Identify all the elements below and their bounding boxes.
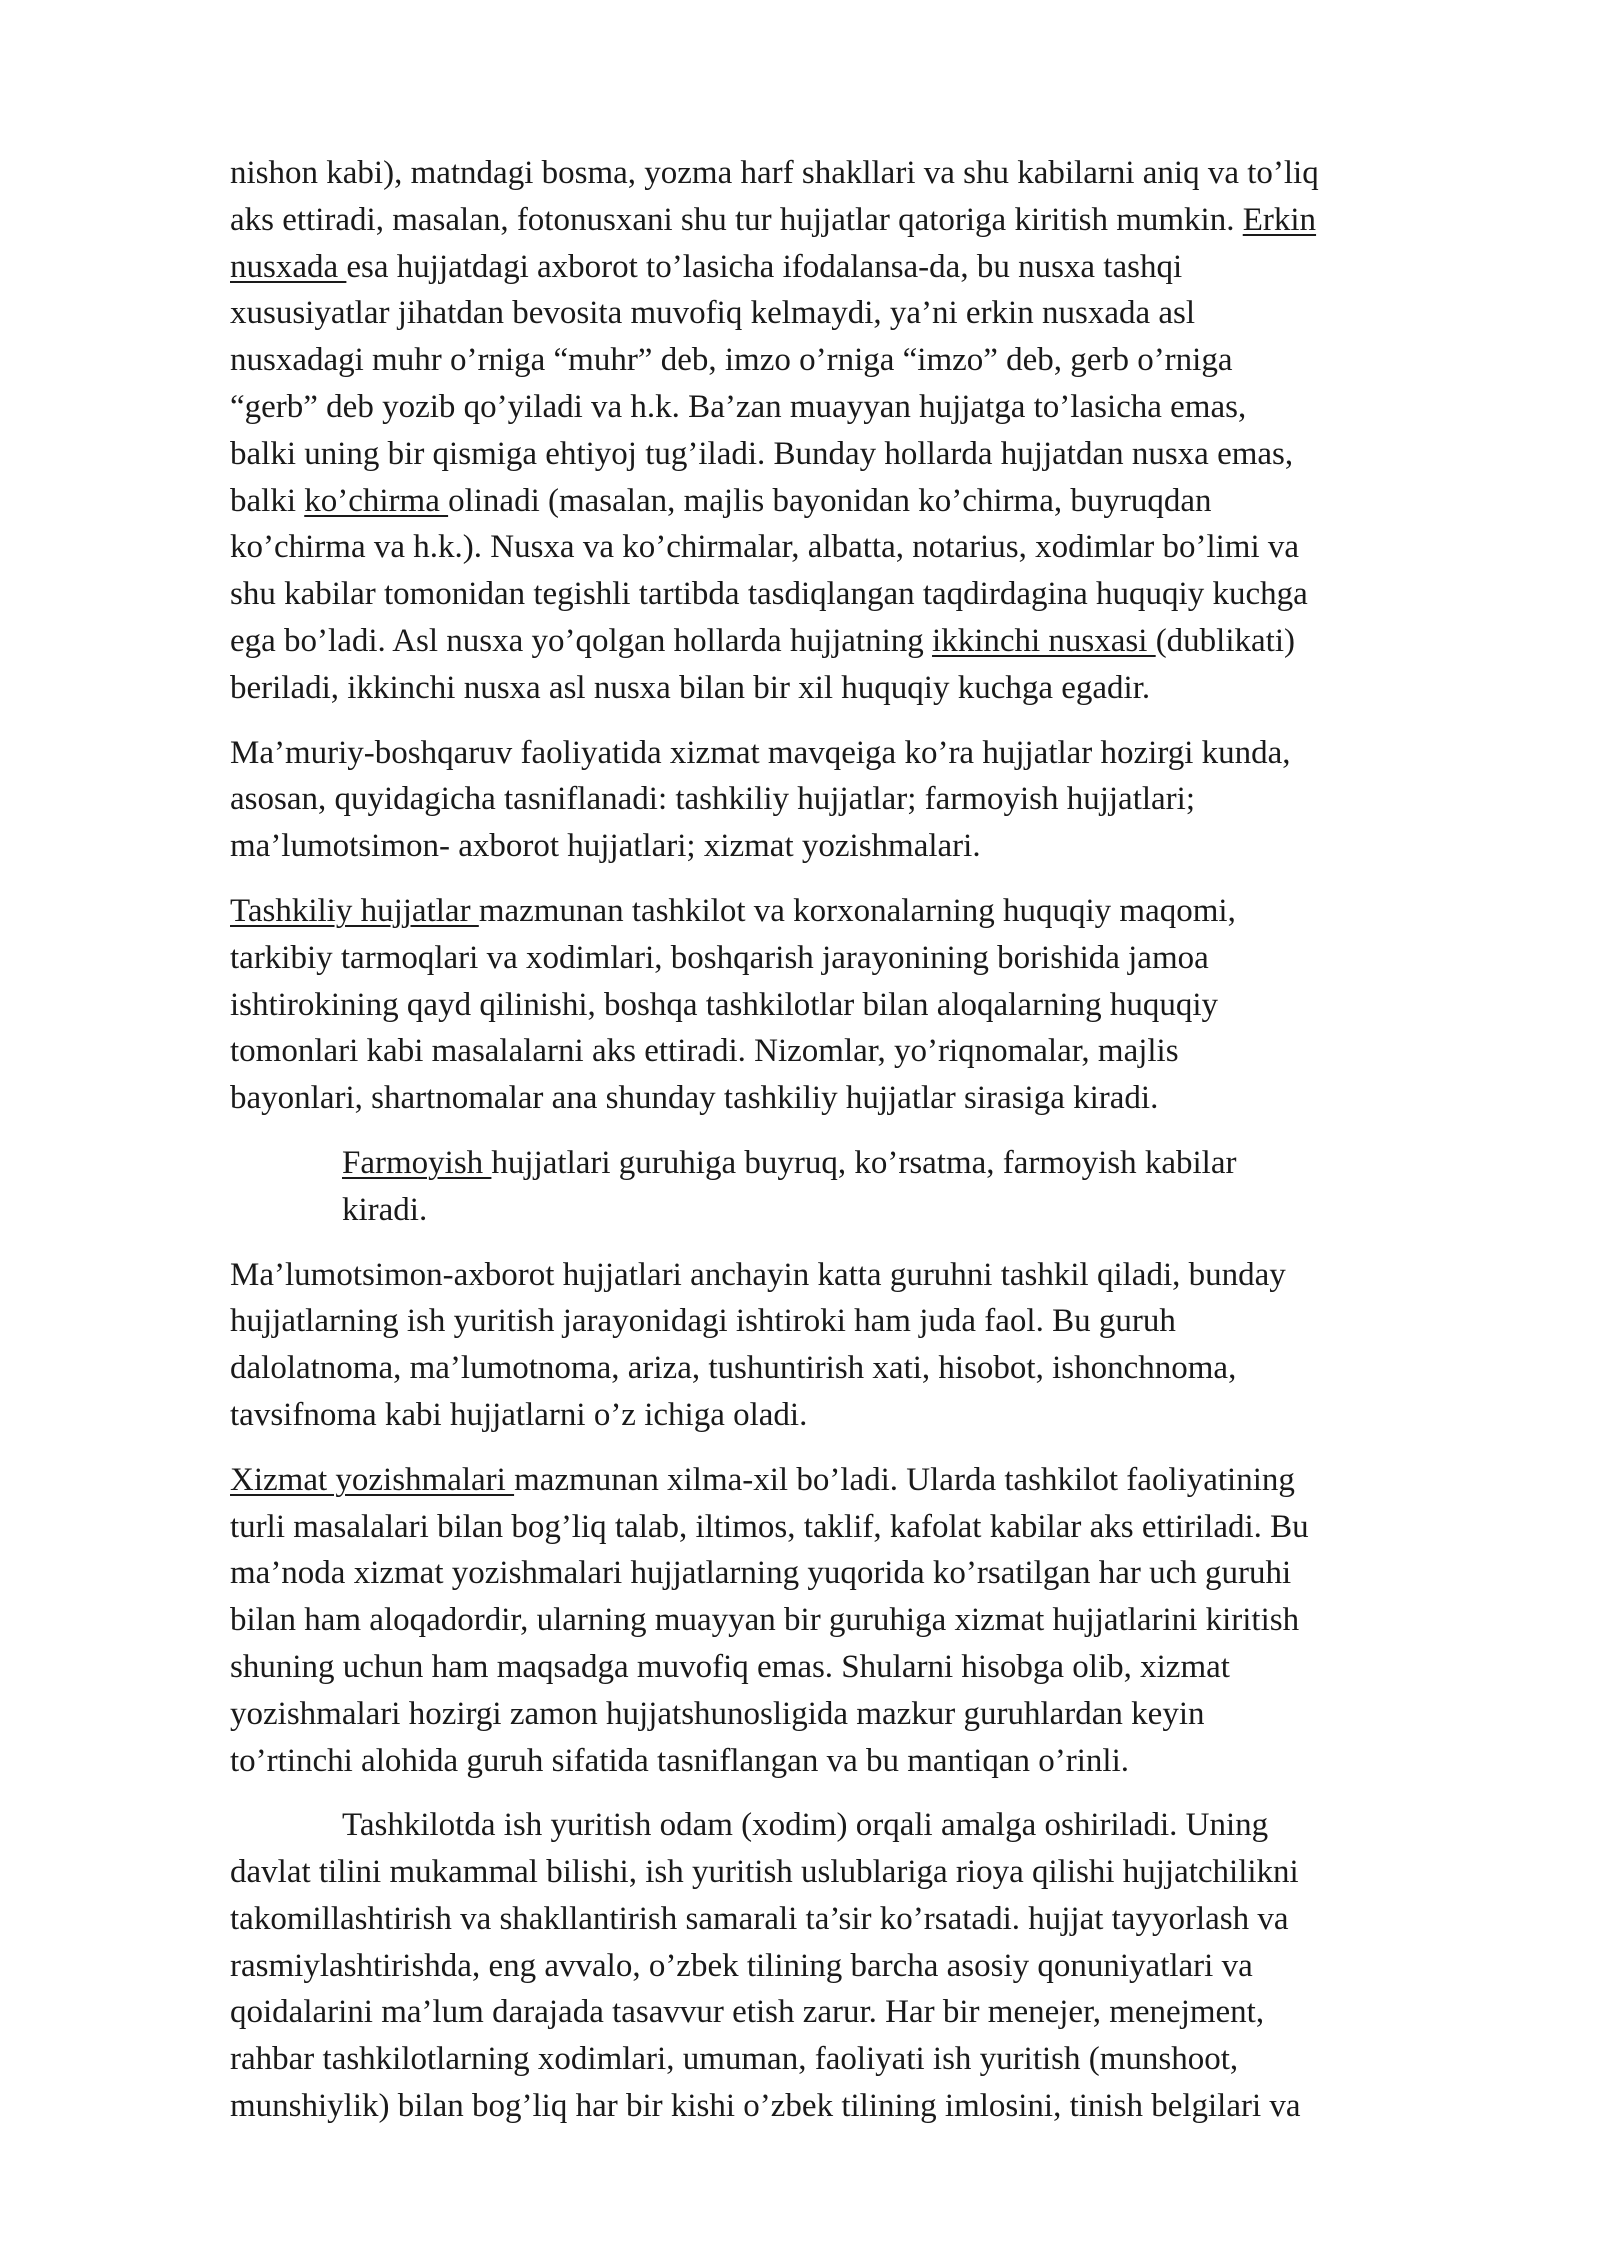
text-span: mazmunan xilma-xil bo’ladi. Ularda tashkilot faoliyatining (514, 1461, 1295, 1498)
text-span: tavsifnoma kabi hujjatlarni o’z ichiga oladi. (230, 1396, 808, 1433)
term-farmoyish: Farmoyish (342, 1144, 492, 1181)
text-span: asosan, quyidagicha tasniflanadi: tashkiliy hujjatlar; farmoyish hujjatlari; (230, 781, 1196, 818)
term-nusxada: nusxada (230, 248, 347, 285)
text-line (230, 2083, 1480, 2130)
text-line (230, 1345, 1480, 1392)
text-line (230, 384, 1480, 431)
text-span: dalolatnoma, ma’lumotnoma, ariza, tushuntirish xati, hisobot, ishonchnoma, (230, 1350, 1237, 1387)
text-span: mazmunan tashkilot va korxonalarning huquqiy maqomi, (478, 892, 1236, 929)
text-span: Ma’lumotsimon-axborot hujjatlari anchayin katta guruhni tashkil qiladi, bunday (230, 1256, 1286, 1293)
text-span: turli masalalari bilan bog’liq talab, iltimos, taklif, kafolat kabilar aks ettiriladi. Bu (230, 1508, 1309, 1545)
text-span: rahbar tashkilotlarning xodimlari, umuman, faoliyati ish yuritish (munshoot, (230, 2041, 1239, 2078)
text-line (230, 730, 1480, 777)
text-span: Tashkilotda ish yuritish odam (xodim) orqali amalga oshiriladi. Uning (342, 1807, 1269, 1844)
text-line (230, 431, 1480, 478)
text-line (230, 776, 1480, 823)
text-span: shuning uchun ham maqsadga muvofiq emas. Shularni hisobga olib, xizmat (230, 1648, 1230, 1685)
text-line (230, 1943, 1480, 1990)
text-span: nishon kabi), matndagi bosma, yozma harf shakllari va shu kabilarni aniq va to’liq (230, 155, 1319, 191)
text-line (230, 1075, 1480, 1122)
text-line (230, 1140, 1480, 1187)
text-line (230, 982, 1480, 1029)
text-line (230, 197, 1480, 244)
text-line (230, 1896, 1480, 1943)
text-span: bilan ham aloqadordir, ularning muayyan bir guruhiga xizmat hujjatlarini kiritish (230, 1602, 1300, 1639)
text-line (230, 935, 1480, 982)
paragraph-gap (230, 1439, 1480, 1457)
text-line (230, 1691, 1480, 1738)
text-span: “gerb” deb yozib qo’yiladi va h.k. Ba’zan muayyan hujjatga to’lasicha emas, (230, 388, 1247, 425)
term-xizmat-yozishmalari: Xizmat yozishmalari (230, 1461, 515, 1498)
text-line (230, 1849, 1480, 1896)
paragraph-gap (230, 1234, 1480, 1252)
text-line (230, 1550, 1480, 1597)
text-span: balki uning bir qismiga ehtiyoj tug’iladi. Bunday hollarda hujjatdan nusxa emas, (230, 435, 1294, 472)
text-line (230, 337, 1480, 384)
text-line (230, 1392, 1480, 1439)
text-span: ega bo’ladi. Asl nusxa yo’qolgan hollarda hujjatning (230, 622, 933, 659)
text-span: xususiyatlar jihatdan bevosita muvofiq kelmaydi, ya’ni erkin nusxada asl (230, 295, 1196, 332)
text-span: ma’lumotsimon- axborot hujjatlari; xizmat yozishmalari. (230, 828, 981, 865)
text-line (230, 1298, 1480, 1345)
text-line (230, 1187, 1480, 1234)
text-span: tarkibiy tarmoqlari va xodimlari, boshqarish jarayonining borishida jamoa (230, 939, 1209, 976)
text-span: tomonlari kabi masalalarni aks ettiradi. Nizomlar, yo’riqnomalar, majlis (230, 1033, 1179, 1070)
term-kochirma: ko’chirma (304, 482, 449, 519)
text-line (230, 618, 1480, 665)
text-line (230, 150, 1480, 197)
text-span: beriladi, ikkinchi nusxa asl nusxa bilan bir xil huquqiy kuchga egadir. (230, 669, 1151, 706)
text-span: ishtirokining qayd qilinishi, boshqa tashkilotlar bilan aloqalarning huquqiy (230, 986, 1219, 1023)
text-span: qoidalarini ma’lum darajada tasavvur etish zarur. Har bir menejer, menejment, (230, 1994, 1265, 2031)
text-line (230, 1028, 1480, 1075)
text-span: hujjatlarning ish yuritish jarayonidagi ishtiroki ham juda faol. Bu guruh (230, 1303, 1176, 1340)
text-span: bayonlari, shartnomalar ana shunday tashkiliy hujjatlar sirasiga kiradi. (230, 1080, 1159, 1117)
text-span: kiradi. (342, 1191, 428, 1228)
term-ikkinchi-nusxasi: ikkinchi nusxasi (932, 622, 1156, 659)
paragraph-gap (230, 870, 1480, 888)
text-line (230, 571, 1480, 618)
text-line (230, 1738, 1480, 1785)
document-body (230, 150, 1480, 2130)
text-span: aks ettiradi, masalan, fotonusxani shu tur hujjatlar qatoriga kiritish mumkin. (230, 201, 1243, 238)
text-line (230, 524, 1480, 571)
text-line (230, 244, 1480, 291)
text-span: olinadi (masalan, majlis bayonidan ko’chirma, buyruqdan (448, 482, 1212, 519)
text-span: takomillashtirish va shakllantirish samarali ta’sir ko’rsatadi. hujjat tayyorlash va (230, 1900, 1289, 1937)
text-line (230, 1252, 1480, 1299)
text-line (230, 888, 1480, 935)
text-span: ko’chirma va h.k.). Nusxa va ko’chirmalar, albatta, notarius, xodimlar bo’limi va (230, 529, 1300, 566)
text-span: ma’noda xizmat yozishmalari hujjatlarning yuqorida ko’rsatilgan har uch guruhi (230, 1555, 1292, 1592)
text-line (230, 823, 1480, 870)
text-line (230, 290, 1480, 337)
text-line (230, 2036, 1480, 2083)
text-span: to’rtinchi alohida guruh sifatida tasniflangan va bu mantiqan o’rinli. (230, 1742, 1130, 1779)
text-line (230, 1802, 1480, 1849)
text-span: yozishmalari hozirgi zamon hujjatshunosligida mazkur guruhlardan keyin (230, 1695, 1205, 1732)
text-span: esa hujjatdagi axborot to’lasicha ifodalansa-da, bu nusxa tashqi (346, 248, 1183, 285)
text-span: shu kabilar tomonidan tegishli tartibda tasdiqlangan taqdirdagina huquqiy kuchga (230, 576, 1308, 613)
text-span: rasmiylashtirishda, eng avvalo, o’zbek tilining barcha asosiy qonuniyatlari va (230, 1947, 1253, 1984)
paragraph-gap (230, 1122, 1480, 1140)
text-line (230, 1989, 1480, 2036)
text-line (230, 1644, 1480, 1691)
term-tashkiliy-hujjatlar: Tashkiliy hujjatlar (230, 892, 479, 929)
text-line (230, 665, 1480, 712)
text-span: munshiylik) bilan bog’liq har bir kishi o’zbek tilining imlosini, tinish belgilari va (230, 2088, 1301, 2125)
text-span: davlat tilini mukammal bilishi, ish yuritish uslublariga rioya qilishi hujjatchilikni (230, 1854, 1299, 1891)
paragraph-gap (230, 1784, 1480, 1802)
text-line (230, 1597, 1480, 1644)
text-span: balki (230, 482, 305, 519)
text-line (230, 1504, 1480, 1551)
text-span: Ma’muriy-boshqaruv faoliyatida xizmat mavqeiga ko’ra hujjatlar hozirgi kunda, (230, 734, 1291, 771)
text-line (230, 478, 1480, 525)
text-span: nusxadagi muhr o’rniga “muhr” deb, imzo o’rniga “imzo” deb, gerb o’rniga (230, 342, 1233, 379)
paragraph-gap (230, 712, 1480, 730)
text-span: (dublikati) (1155, 622, 1295, 659)
text-line (230, 1457, 1480, 1504)
text-span: hujjatlari guruhiga buyruq, ko’rsatma, farmoyish kabilar (491, 1144, 1237, 1181)
term-erkin: Erkin (1242, 201, 1317, 238)
